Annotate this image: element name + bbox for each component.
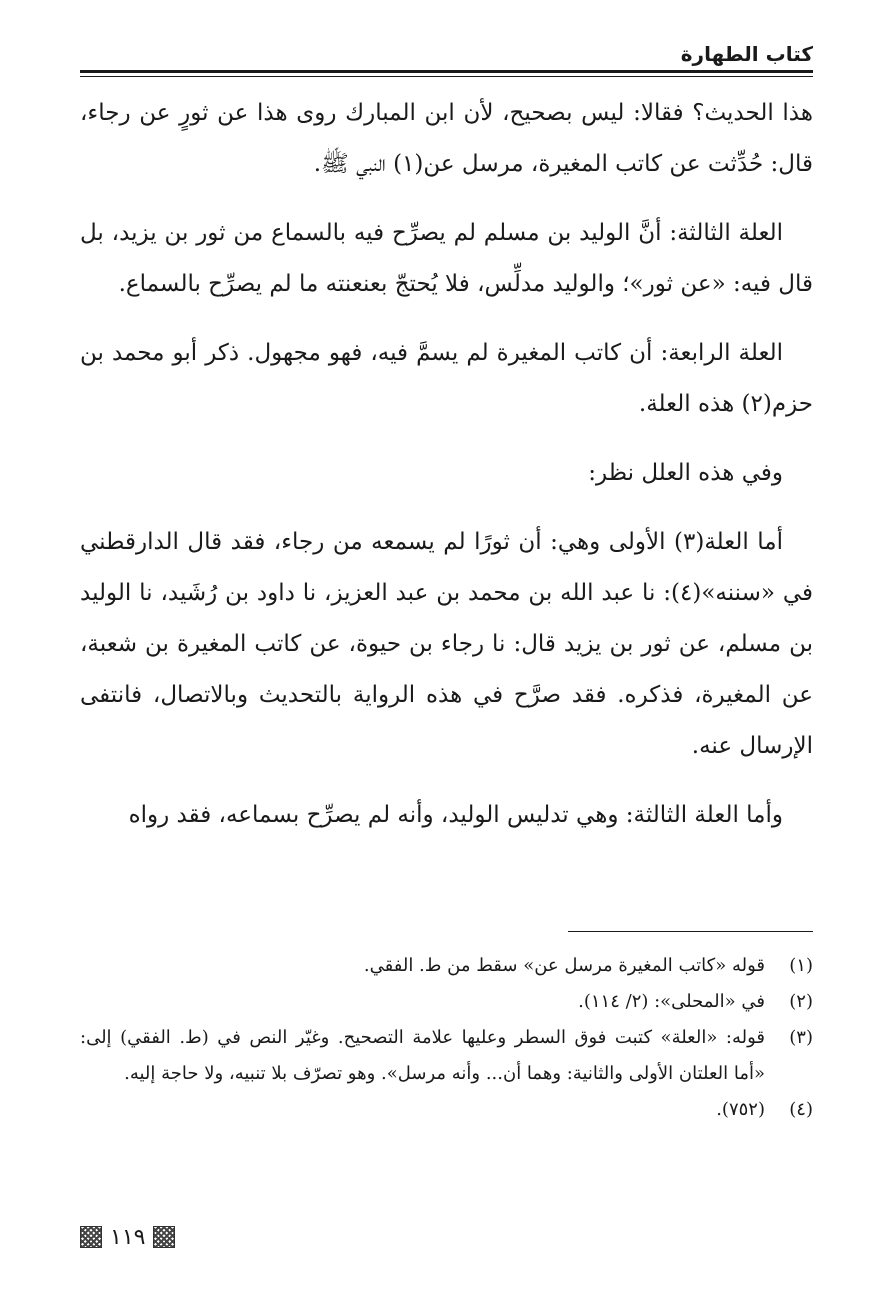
footnote-number: (٤) <box>789 1099 813 1120</box>
footnote <box>80 1092 813 1128</box>
main-text <box>80 88 813 859</box>
paragraph-fourth-defect: العلة الرابعة: أن كاتب المغيرة لم يسمَّ فيه، فهو مجهول. ذكر أبو محمد بن حزم(٢) هذه العلة. <box>80 340 813 417</box>
paragraph-continuation: هذا الحديث؟ فقالا: ليس بصحيح، لأن ابن المبارك روى هذا عن ثورٍ عن رجاء، قال: حُدِّثت عن كاتب المغيرة، مرسل عن(١) النبي ﷺ. <box>80 100 813 177</box>
ornament-left-icon <box>80 1226 102 1248</box>
header-rule-thick <box>80 70 813 73</box>
footnote-number: (١) <box>789 955 813 976</box>
footnote-number: (٣) <box>789 1027 813 1048</box>
footnote <box>80 1020 813 1092</box>
paragraph-critique-intro: وفي هذه العلل نظر: <box>588 460 783 486</box>
paragraph-third-defect: العلة الثالثة: أنَّ الوليد بن مسلم لم يصرِّح فيه بالسماع من ثور بن يزيد، بل قال فيه: «عن ثور»؛ والوليد مدلِّس، فلا يُحتجّ بعنعنته ما لم يصرِّح بالسماع. <box>80 220 813 297</box>
footnotes-section <box>80 948 813 1128</box>
footnote-text: قوله: «العلة» كتبت فوق السطر وعليها علامة التصحيح. وغيّر النص في (ط. الفقي) إلى: «أما العلتان الأولى والثانية: وهما أن... وأنه مرسل». وهو تصرّف بلا تنبيه، ولا حاجة إليه. <box>80 1027 765 1084</box>
footnote <box>80 984 813 1020</box>
page-number-footer <box>80 1224 175 1250</box>
footnote-text: قوله «كاتب المغيرة مرسل عن» سقط من ط. الفقي. <box>363 955 765 976</box>
running-header-title: كتاب الطهارة <box>680 42 813 66</box>
footnote <box>80 948 813 984</box>
ornament-right-icon <box>153 1226 175 1248</box>
footnote-number: (٢) <box>789 991 813 1012</box>
page-number: ١١٩ <box>110 1224 146 1250</box>
footnote-text: في «المحلى»: (٢/ ١١٤). <box>578 991 765 1012</box>
paragraph-first-defect-response: أما العلة(٣) الأولى وهي: أن ثورًا لم يسمعه من رجاء، فقد قال الدارقطني في «سننه»(٤): نا عبد الله بن محمد بن عبد العزيز، نا داود بن رُشَيد، نا الوليد بن مسلم، عن ثور بن يزيد قال: نا رجاء بن حيوة، عن كاتب المغيرة بن شعبة، عن المغيرة، فذكره. فقد صرَّح في هذه الرواية بالتحديث وبالاتصال، فانتفى الإرسال عنه. <box>80 529 813 759</box>
footnote-text: (٧٥٢). <box>716 1099 765 1120</box>
paragraph-third-defect-response: وأما العلة الثالثة: وهي تدليس الوليد، وأنه لم يصرِّح بسماعه، فقد رواه <box>128 802 783 828</box>
footnote-separator <box>568 931 813 932</box>
header-rule-thin <box>80 76 813 77</box>
